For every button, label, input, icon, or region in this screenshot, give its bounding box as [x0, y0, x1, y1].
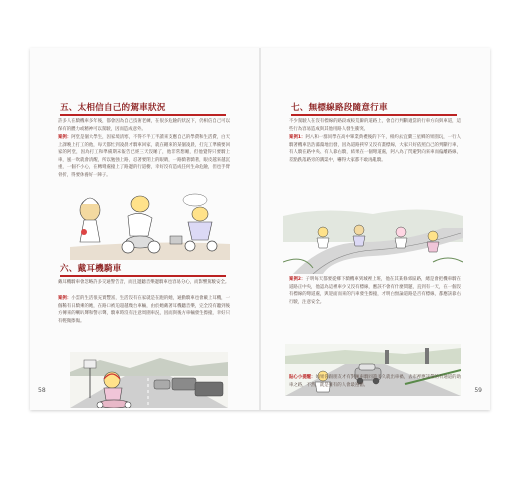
section7-case1-label: 案例1：: [289, 135, 306, 140]
book-spread: [30, 48, 490, 410]
section6-intro: 戴耳機騎車會忽略許多交通警告音，而且邊聽音樂邊騎車也容易分心，而影響駕駛安全。: [58, 280, 230, 285]
section7-case1: [289, 134, 461, 202]
section5-title: 五、太相信自己的駕車狀況: [60, 103, 166, 113]
headphones-rider-illustration: [70, 352, 228, 408]
section5-case: [58, 134, 230, 194]
section5-intro: 許多人在騎機車多年後，都會因為自己技術老練，在很多危險的狀況下，仍相信自己可以保有的體力或精神可以駕駛，因而造成意外。: [58, 119, 230, 132]
section7-title: 七、無標線路段隨意行車: [291, 103, 388, 113]
safety-tip-label: 貼心小提醒：: [289, 375, 316, 380]
section6-case-text: 小雲的生活很充實豐富，生活沒有在家就是在跑的她，通勤騎車也會戴上耳機，一個稀有日騎乘的她，在路口被迫超越幾台車輛，由於她戴著耳機聽音樂，完全沒有聽到後方傳來的喇叭聲和警示聲，騎車時沒有注意周圍車況，因而與後方車輛發生擦撞，幸好只有輕微擦傷。: [58, 296, 230, 324]
left-page: [30, 48, 259, 410]
section7-intro: 不少駕駛人在沒有標線的路段或較荒僻的道路上，會自行判斷適當的行車方向與車道，這些行為容易造成與其他用路人發生衝突。: [289, 119, 461, 132]
section7-case1-text: 阿八和一群同學在高中畢業典禮後的下午，相約去宜蘭三星鄉的果園玩，一行人騎著機車浩浩蕩蕩地出發，因為道路狹窄又沒有畫標線，大家只好依照自己的判斷行車，有人騎在路中央、有人靠右騎，結果在一個彎道處，阿八為了閃避對向來車而偏離路線，差點跌落路旁的溝渠中，嚇得大家都不敢再亂騎。: [289, 135, 461, 163]
section5-case-label: 案例：: [58, 135, 72, 140]
section6-case-label: 案例：: [58, 296, 72, 301]
section6-rule: [60, 275, 226, 277]
page-number-right: 59: [474, 387, 482, 394]
page-number-left: 58: [38, 387, 46, 394]
section7-rule: [291, 114, 457, 116]
section5-rule: [60, 114, 226, 116]
winding-road-illustration: [283, 202, 463, 274]
safety-tip-text: 如果你跟朋友才有對擁車騎同遊多久就出車禍，去市裡應該帶的有通道的助車之路，不然，就是擁有的人會最遵循。: [289, 375, 461, 388]
section7-case2: [289, 276, 461, 346]
section7-case2-text: 子明每天都要從鄉下騎機車到城裡上班，他在其某條郊區路，總是會把機車騎在道路正中央，他認為這裡車少又沒有標線，應該不會有什麼問題，直到有一天，在一個沒有標線的彎道處，與迎面而來的汽車發生擦撞，才明白無論道路是否有標線，都應該靠右行駛，注意安全。: [289, 277, 461, 305]
section6-case: [58, 295, 230, 355]
section7-case2-label: 案例2：: [289, 277, 306, 282]
section6-title: 六、戴耳機騎車: [60, 264, 122, 274]
right-page: [261, 48, 490, 410]
safety-tip: [289, 374, 461, 390]
sleepy-rider-illustration: [70, 192, 230, 260]
section5-case-text: 阿堂是個大學生，因家境清寒，不得不半工半讀來支應自己的學費和生活費，白天上課晚上打工的他，每天都忙到凌晨才騎車回家，就在剛來的某個凌晨，打完工準備要回家的阿堂，因為打工和準備期末報告已經三天沒睡了，他非常想睡，但他覺得只要騎上車，風一吹就會清醒，所以勉強上路，忍著要閉上的眼睛，一路騎著騎著，眼皮越來越沉重，一個不小心，在轉彎處撞上了路邊的行道樹，幸好沒有造成任何生命危險，但也手臂骨折，得要休養好一陣子。: [58, 135, 230, 178]
